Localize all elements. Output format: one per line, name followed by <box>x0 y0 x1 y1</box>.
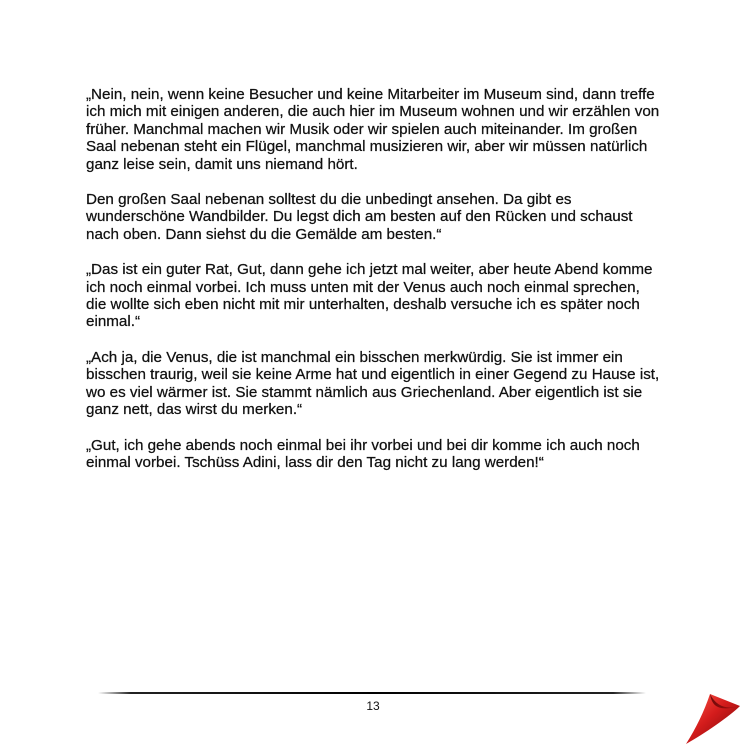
paragraph-3: „Das ist ein guter Rat, Gut, dann gehe ich jetzt mal weiter, aber heute Abend komme ich noch einmal vorbei. Ich muss unten mit der Venus auch noch einmal sprechen, die wollte sich eben nicht mit mir unterhalten, deshalb versuche ich es später noch einmal.“ <box>86 261 653 331</box>
page-turn-icon[interactable] <box>682 690 742 746</box>
paragraph-2: Den großen Saal nebenan solltest du die unbedingt ansehen. Da gibt es wunderschöne Wandbilder. Du legst dich am besten auf den Rücken und schaust nach oben. Dann siehst du die Gemälde am besten.“ <box>86 191 633 243</box>
page-number: 13 <box>366 699 380 713</box>
footer-divider <box>98 692 646 694</box>
story-text <box>86 86 661 489</box>
paragraph-1: „Nein, nein, wenn keine Besucher und keine Mitarbeiter im Museum sind, dann treffe ich mich mit einigen anderen, die auch hier im Museum wohnen und wir erzählen von früher. Manchmal machen wir Musik oder wir spielen auch miteinander. Im großen Saal nebenan steht ein Flügel, manchmal musizieren wir, aber wir müssen natürlich ganz leise sein, damit uns niemand hört. <box>86 86 660 173</box>
paragraph-5: „Gut, ich gehe abends noch einmal bei ihr vorbei und bei dir komme ich auch noch einmal vorbei. Tschüss Adini, lass dir den Tag nicht zu lang werden!“ <box>86 436 640 471</box>
paragraph-4: „Ach ja, die Venus, die ist manchmal ein bisschen merkwürdig. Sie ist immer ein bisschen traurig, weil sie keine Arme hat und eigentlich in einer Gegend zu Hause ist, wo es viel wärmer ist. Sie stammt nämlich aus Griechenland. Aber eigentlich ist sie ganz nett, das wirst du merken.“ <box>86 348 660 419</box>
